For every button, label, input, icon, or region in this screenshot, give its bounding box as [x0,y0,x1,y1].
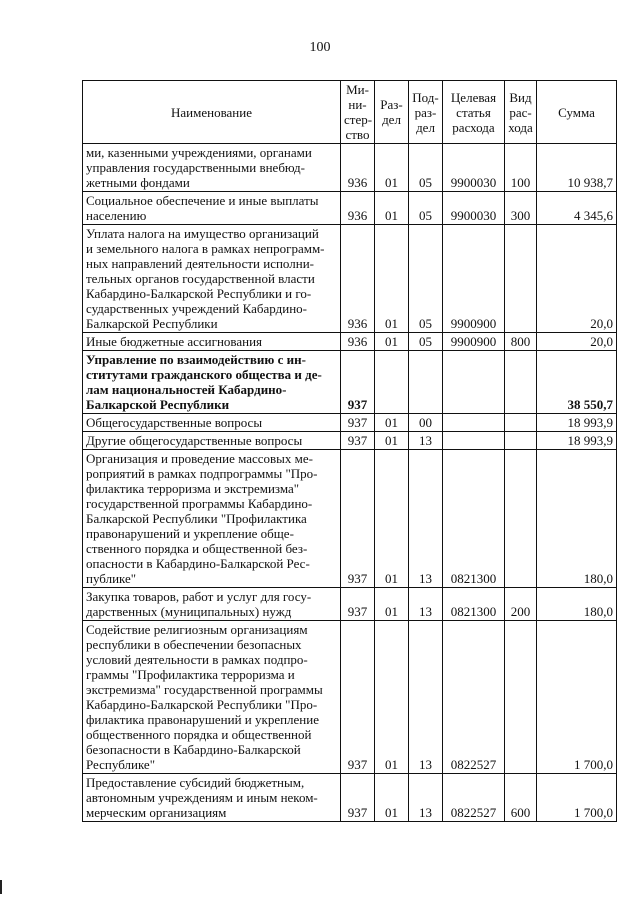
cell-ministry: 937 [341,351,375,414]
cell-subsection [409,351,443,414]
budget-table [82,80,617,822]
cell-section: 01 [375,414,409,432]
cell-sum: 20,0 [537,333,617,351]
table-row [83,432,617,450]
table-row [83,588,617,621]
cell-name: Предоставление субсидий бюджетным, автономным учреждениям и иным неком- мерческим организациям [83,774,341,822]
cell-name: Иные бюджетные ассигнования [83,333,341,351]
cell-section: 01 [375,450,409,588]
cell-name: Уплата налога на имущество организаций и земельного налога в рамках непрограмм- ных направлений деятельности исполни- тельных органов государственной власти Кабардино-Балкарской Республики и го- сударственных учреждений Кабардино- Балкарской Республики [83,225,341,333]
cell-sum: 1 700,0 [537,621,617,774]
cell-target [443,414,505,432]
cell-subsection: 13 [409,450,443,588]
cell-subsection: 05 [409,333,443,351]
header-row [83,81,617,144]
cell-section [375,351,409,414]
cell-ministry: 936 [341,192,375,225]
cell-ministry: 937 [341,588,375,621]
cell-ministry: 937 [341,774,375,822]
cell-section: 01 [375,774,409,822]
cell-sum: 18 993,9 [537,432,617,450]
header-type: Вид рас- хода [505,81,537,144]
cell-ministry: 937 [341,414,375,432]
cell-target: 9900030 [443,192,505,225]
cell-target [443,351,505,414]
cell-section: 01 [375,192,409,225]
cell-ministry: 936 [341,144,375,192]
table-row [83,144,617,192]
cell-name: Содействие религиозным организациям республики в обеспечении безопасных условий деятельности в рамках подпро- граммы "Профилактика терроризма и экстремизма" государственной программы Кабардино-Балкарской Республики "Про- филактика правонарушений и укрепление общественного порядка и общественной безопасности в Кабардино-Балкарской Республике" [83,621,341,774]
cell-target: 0822527 [443,621,505,774]
cell-type [505,450,537,588]
cell-subsection: 13 [409,588,443,621]
cell-type [505,414,537,432]
header-name: Наименование [83,81,341,144]
cell-sum: 38 550,7 [537,351,617,414]
cell-ministry: 936 [341,225,375,333]
cell-subsection: 05 [409,144,443,192]
cell-target: 0821300 [443,588,505,621]
cell-target: 9900030 [443,144,505,192]
cell-name: ми, казенными учреждениями, органами управления государственными внебюд- жетными фондами [83,144,341,192]
cell-section: 01 [375,225,409,333]
header-subsection: Под- раз- дел [409,81,443,144]
table-row [83,414,617,432]
cell-subsection: 13 [409,432,443,450]
cell-section: 01 [375,333,409,351]
cell-type [505,621,537,774]
cell-target: 0822527 [443,774,505,822]
cell-type: 100 [505,144,537,192]
cell-target: 9900900 [443,333,505,351]
header-sum: Сумма [537,81,617,144]
table-row [83,225,617,333]
header-section: Раз- дел [375,81,409,144]
table-row [83,351,617,414]
scan-edge-mark [0,880,2,894]
cell-name: Управление по взаимодействию с ин- ститутами гражданского общества и де- лам национальностей Кабардино- Балкарской Республики [83,351,341,414]
cell-section: 01 [375,432,409,450]
cell-sum: 18 993,9 [537,414,617,432]
cell-ministry: 937 [341,621,375,774]
cell-ministry: 937 [341,432,375,450]
header-ministry: Ми- ни- стер- ство [341,81,375,144]
cell-ministry: 936 [341,333,375,351]
cell-target: 0821300 [443,450,505,588]
cell-subsection: 13 [409,774,443,822]
cell-type: 800 [505,333,537,351]
cell-sum: 180,0 [537,588,617,621]
cell-sum: 20,0 [537,225,617,333]
cell-name: Общегосударственные вопросы [83,414,341,432]
table-row [83,192,617,225]
cell-target: 9900900 [443,225,505,333]
cell-section: 01 [375,588,409,621]
cell-type: 600 [505,774,537,822]
cell-type [505,351,537,414]
table-row [83,450,617,588]
cell-sum: 10 938,7 [537,144,617,192]
cell-type [505,225,537,333]
cell-name: Закупка товаров, работ и услуг для госу- дарственных (муниципальных) нужд [83,588,341,621]
cell-sum: 4 345,6 [537,192,617,225]
cell-subsection: 13 [409,621,443,774]
cell-subsection: 00 [409,414,443,432]
table-row [83,333,617,351]
cell-type [505,432,537,450]
cell-ministry: 937 [341,450,375,588]
cell-name: Другие общегосударственные вопросы [83,432,341,450]
cell-sum: 180,0 [537,450,617,588]
cell-name: Социальное обеспечение и иные выплаты населению [83,192,341,225]
cell-sum: 1 700,0 [537,774,617,822]
table-row [83,774,617,822]
cell-subsection: 05 [409,225,443,333]
cell-section: 01 [375,144,409,192]
cell-type: 200 [505,588,537,621]
page-number: 100 [309,40,331,55]
cell-section: 01 [375,621,409,774]
cell-type: 300 [505,192,537,225]
header-target: Целевая статья расхода [443,81,505,144]
cell-target [443,432,505,450]
cell-name: Организация и проведение массовых ме- роприятий в рамках подпрограммы "Про- филактика терроризма и экстремизма" государственной программы Кабардино- Балкарской Республики "Профилактика правонарушений и укрепление обще- ственного порядка и общественной без- опасности в Кабардино-Балкарской Рес- публике" [83,450,341,588]
cell-subsection: 05 [409,192,443,225]
table-row [83,621,617,774]
